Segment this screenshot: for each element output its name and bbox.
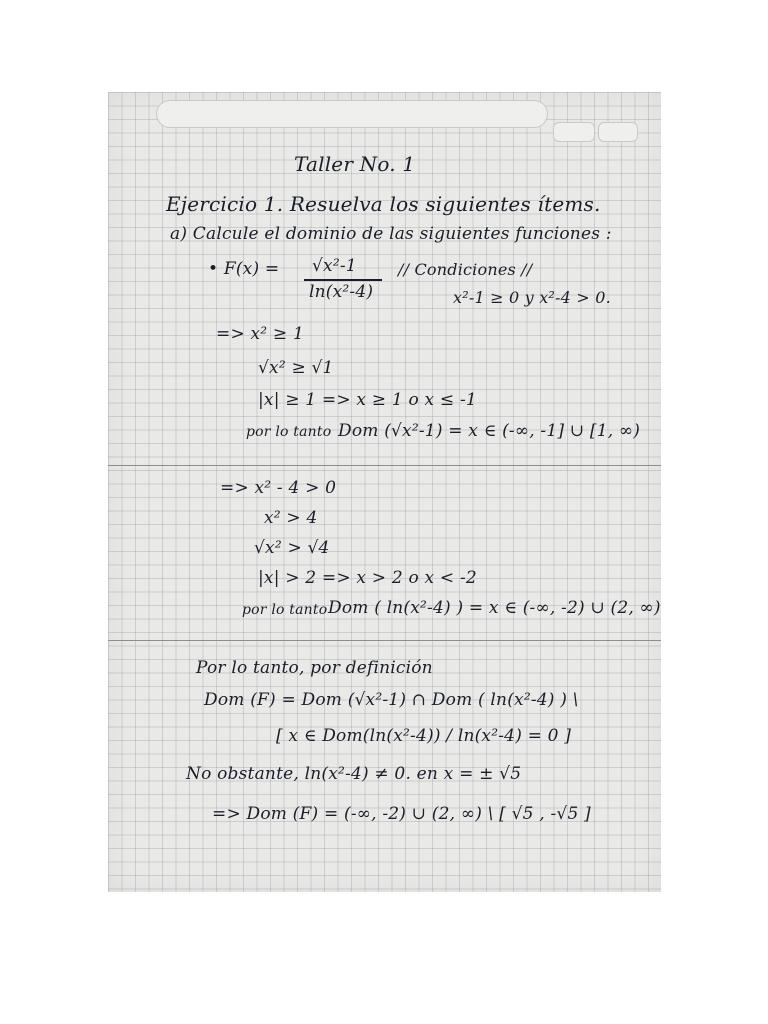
section-divider-2 (108, 640, 661, 641)
conditions-expression: x²-1 ≥ 0 y x²-4 > 0. (453, 288, 611, 307)
part-a-instruction: a) Calcule el dominio de las siguientes funciones : (170, 224, 612, 244)
page-header-box-2 (598, 122, 638, 142)
function-numerator: √x²-1 (312, 256, 357, 276)
s1-conclusion-expression: Dom (√x²-1) = x ∈ (-∞, -1] ∪ [1, ∞) (338, 421, 641, 441)
notebook-page (108, 92, 661, 892)
s3-line-4: No obstante, ln(x²-4) ≠ 0. en x = ± √5 (186, 764, 522, 784)
s3-line-5: => Dom (F) = (-∞, -2) ∪ (2, ∞) \ [ √5 , -√5 ] (212, 804, 591, 824)
s1-line-1: => x² ≥ 1 (216, 324, 304, 344)
s1-line-3: |x| ≥ 1 => x ≥ 1 o x ≤ -1 (258, 390, 477, 410)
fraction-bar (304, 279, 382, 281)
s3-line-3: [ x ∈ Dom(ln(x²-4)) / ln(x²-4) = 0 ] (276, 726, 572, 746)
conditions-label: // Condiciones // (398, 260, 533, 279)
function-denominator: ln(x²-4) (309, 282, 374, 302)
section-divider-1 (108, 465, 661, 466)
function-label: • F(x) = (208, 259, 280, 279)
s2-line-4: |x| > 2 => x > 2 o x < -2 (258, 568, 477, 588)
page-header-box-1 (553, 122, 595, 142)
s3-line-2: Dom (F) = Dom (√x²-1) ∩ Dom ( ln(x²-4) ) \ (204, 690, 579, 710)
exercise-heading: Ejercicio 1. Resuelva los siguientes ítems. (166, 192, 601, 216)
s2-line-2: x² > 4 (264, 508, 318, 528)
page-title: Taller No. 1 (294, 152, 416, 176)
page-header-bar (156, 100, 548, 128)
s1-conclusion-label: por lo tanto (246, 424, 332, 440)
s2-line-3: √x² > √4 (254, 538, 330, 558)
s2-conclusion-label: por lo tanto (242, 602, 328, 618)
s1-line-2: √x² ≥ √1 (258, 358, 334, 378)
s2-conclusion-expression: Dom ( ln(x²-4) ) = x ∈ (-∞, -2) ∪ (2, ∞) (328, 598, 661, 618)
s3-line-1: Por lo tanto, por definición (196, 658, 433, 678)
s2-line-1: => x² - 4 > 0 (220, 478, 337, 498)
